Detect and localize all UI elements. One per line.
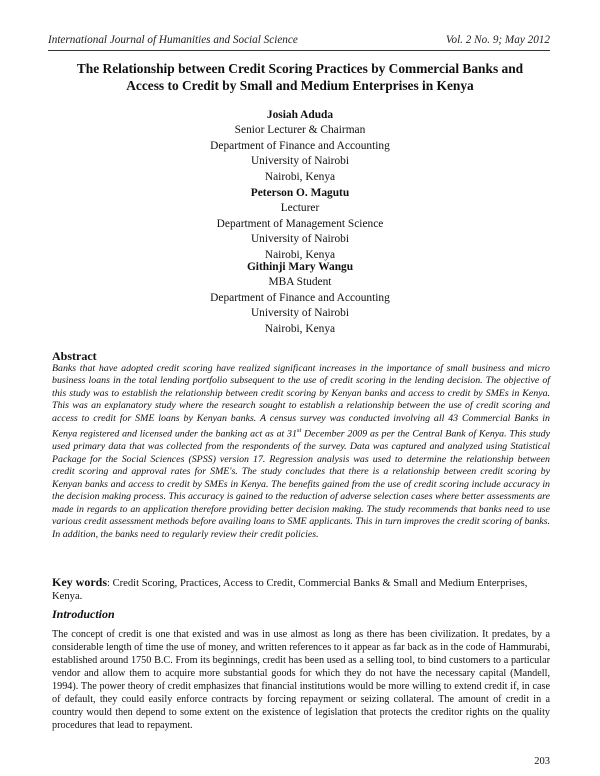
author-block — [120, 108, 480, 185]
author-position: Senior Lecturer & Chairman — [234, 124, 366, 137]
paper-title: The Relationship between Credit Scoring Practices by Commercial Banks and Access to Credit by Small and Medium Enterprises in Kenya — [76, 61, 524, 93]
keywords-paragraph — [52, 576, 550, 603]
abstract-heading: Abstract — [52, 349, 97, 363]
introduction-heading: Introduction — [52, 607, 115, 621]
journal-name: International Journal of Humanities and Social Science — [48, 34, 298, 46]
keywords-label: Key words — [52, 575, 107, 589]
author-block — [120, 186, 480, 263]
page-number: 203 — [534, 756, 550, 767]
ordinal-superscript: st — [296, 427, 302, 435]
author-position: MBA Student — [268, 276, 332, 289]
running-header — [48, 34, 550, 50]
introduction-text: The concept of credit is one that existed and was in use almost as long as there has been civilization. It predates, by a considerable length of time the use of money, and written references to it appear as far back as in the code of Hammurabi, established around 1750 B.C. From its beginnings, credit has been used as a selling tool, to bind customers to a particular vendor and allow them to acquire more substantial goods for which they do not have the necessary capital (Mandell, 1994). The power theory of credit emphasizes that financial institutions would be more willing to extend credit if, in case of default, they could easily enforce contracts by forcing repayment or seizing collateral. The amount of credit in a country would then depend to some extent on the existence of legislation that protects the creditor rights on the quality procedures that lead to repayment. — [52, 629, 550, 732]
abstract-text-part2: December 2009 as per the Central Bank of Kenya. This study used primary data that was collected from the respondents of the survey. Data was captured and analyzed using Statistical Package for the Social Sciences (SPSS) version 17. Regression analysis was used to determine the relationship between credit scoring and approval rates for SME's. The study concludes that there is a relationship between credit scoring by Kenyan banks and access to credit by SMEs in Kenya. The benefits gained from the use of credit scoring include accuracy in the decision making process. This accuracy is gained to the reduction of adverse selection cases where better assessments are made in regards to an application therefore providing better decision making. The study recommends that banks need to use various credit assessment methods before availing loans to SME applicants. This in turn improves the credit scoring of banks. In addition, the banks need to regularly review their credit policies. — [52, 428, 550, 540]
keywords-text: : Credit Scoring, Practices, Access to Credit, Commercial Banks & Small and Medium Enterprises, Kenya. — [52, 578, 528, 602]
author-location: Nairobi, Kenya — [264, 248, 336, 261]
author-block — [120, 260, 480, 337]
author-university: University of Nairobi — [250, 233, 350, 246]
author-position: Lecturer — [280, 202, 320, 215]
author-department: Department of Management Science — [216, 217, 384, 230]
author-university: University of Nairobi — [250, 155, 350, 168]
author-department: Department of Finance and Accounting — [210, 291, 390, 304]
author-name: Githinji Mary Wangu — [246, 261, 354, 273]
author-location: Nairobi, Kenya — [264, 170, 336, 183]
author-location: Nairobi, Kenya — [264, 322, 336, 335]
volume-issue: Vol. 2 No. 9; May 2012 — [445, 34, 550, 46]
author-name: Peterson O. Magutu — [250, 187, 350, 199]
author-name: Josiah Aduda — [266, 109, 334, 121]
author-university: University of Nairobi — [250, 307, 350, 320]
author-department: Department of Finance and Accounting — [210, 139, 390, 152]
abstract-text — [52, 363, 550, 541]
abstract-text-part1: Banks that have adopted credit scoring have realized significant increases in the importance of small business and micro business loans in the total lending portfolio subsequent to the use of credit scoring in the lending decision. The objective of this study was to establish the relationship between credit scoring by Kenyan banks and access to credit by SMEs in Kenya. This was an explanatory study where the research sought to establish a relationship between the use of credit scoring and access to credit for SME loans by Kenyan banks. A census survey was conducted involving all 43 Commercial Banks in Kenya registered and licensed under the banking act as at 31 — [52, 363, 550, 440]
header-rule — [48, 50, 550, 51]
